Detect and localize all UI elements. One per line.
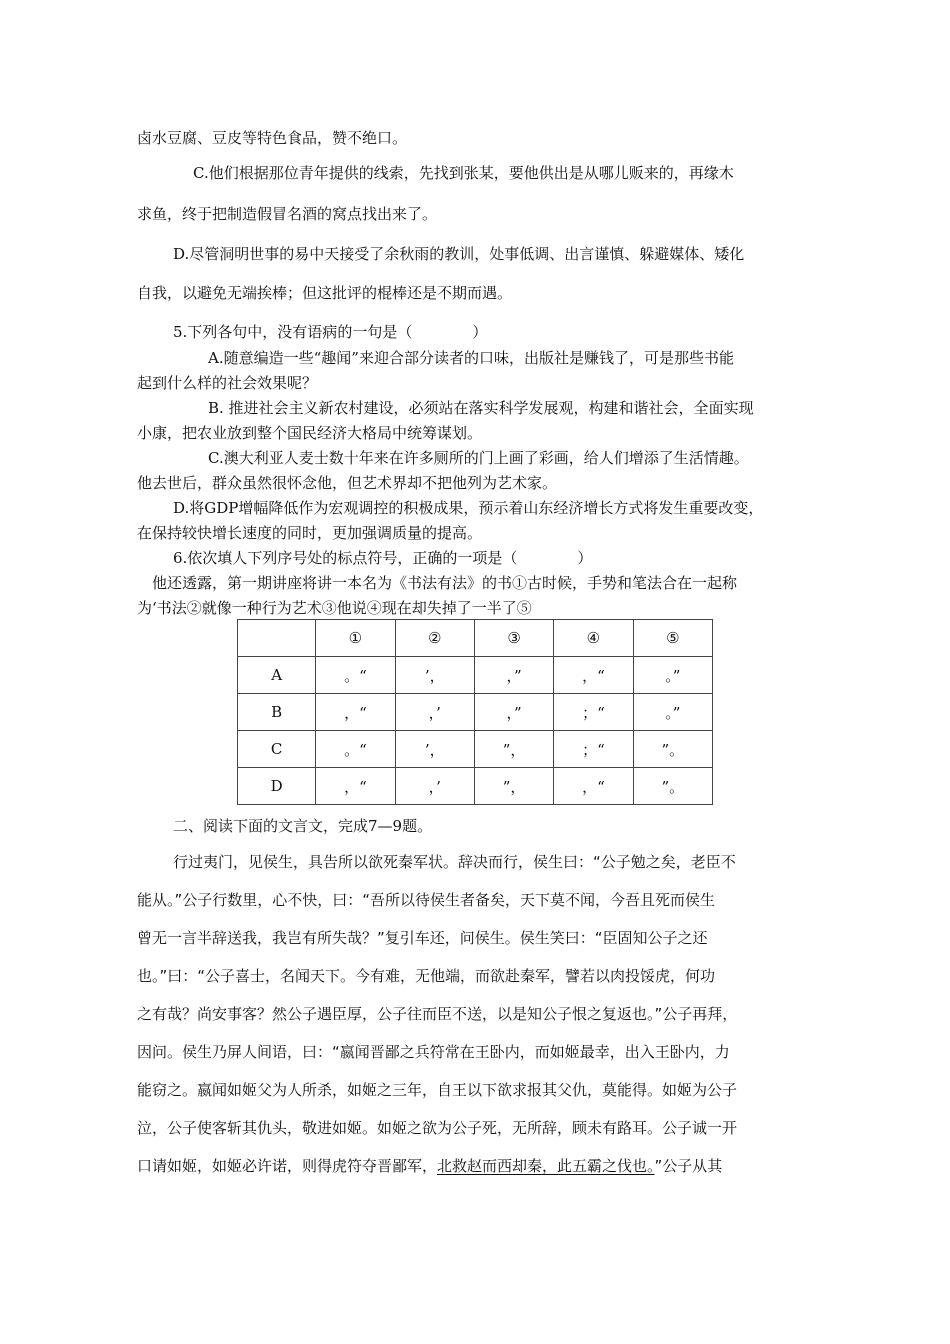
table-cell: ① [316,620,395,657]
table-row [238,768,713,805]
passage-line-6: 因问。侯生乃屏人间语，曰：“嬴闻晋鄙之兵符常在王卧内，而如姬最幸，出入王卧内，力 [137,1043,730,1061]
underlined-sentence: 北救赵而西却秦，此五霸之伐也。 [437,1157,655,1175]
passage-line-9-start: 口请如姬，如姬必许诺，则得虎符夺晋鄙军， [137,1157,438,1175]
table-cell: ；“ [554,731,633,768]
table-cell: B [238,694,316,731]
q4-option-d-line1: D.尽管洞明世事的易中天接受了余秋雨的教训，处事低调、出言谨慎、躲避媒体、矮化 [173,245,745,263]
table-cell: ’， [395,657,474,694]
q5-stem: 5.下列各句中，没有语病的一句是（ ） [173,323,488,341]
table-cell: ”。 [633,768,712,805]
q4-option-c-line2: 求鱼，终于把制造假冒名酒的窝点找出来了。 [137,205,438,223]
table-row [238,657,713,694]
q5-option-a-line1: A.随意编造一些“趣闻”来迎合部分读者的口味，出版社是赚钱了，可是那些书能 [208,349,734,367]
table-cell: D [238,768,316,805]
q5-option-d-line1: D.将GDP增幅降低作为宏观调控的积极成果，预示着山东经济增长方式将发生重要改变， [173,499,764,517]
table-row [238,731,713,768]
passage-line-1: 行过夷门，见侯生，具告所以欲死秦军状。辞决而行，侯生曰：“公子勉之矣，老臣不 [173,853,736,871]
q6-passage-line1: 他还透露，第一期讲座将讲一本名为《书法有法》的书①古时候，手势和笔法合在一起称 [152,574,738,592]
q6-stem: 6.依次填人下列序号处的标点符号，正确的一项是（ ） [173,549,593,567]
table-cell: 。“ [316,731,395,768]
table-cell: ④ [554,620,633,657]
table-cell: 。“ [316,657,395,694]
passage-line-5: 之有哉？尚安事客？然公子遇臣厚，公子往而臣不送，以是知公子恨之复返也。”公子再拜， [137,1005,738,1023]
table-cell: A [238,657,316,694]
table-row [238,694,713,731]
passage-line-9 [137,1156,722,1176]
table-cell: ② [395,620,474,657]
table-cell: ，’ [395,694,474,731]
table-cell: ，“ [316,768,395,805]
q5-option-d-line2: 在保持较快增长速度的同时，更加强调质量的提高。 [137,524,483,542]
q5-option-b-line2: 小康，把农业放到整个国民经济大格局中统筹谋划。 [137,424,483,442]
passage-line-9-end: ”公子从其 [654,1157,723,1175]
table-cell: ；“ [554,694,633,731]
table-cell [238,620,316,657]
section2-heading: 二、阅读下面的文言文，完成7—9题。 [173,817,433,835]
passage-line-3: 曾无一言半辞送我，我岂有所失哉？”复引车还，问侯生。侯生笑曰：“臣固知公子之还 [137,929,708,947]
table-cell: ③ [474,620,553,657]
table-cell: ”， [474,731,553,768]
q4-option-c-line1: C.他们根据那位青年提供的线索，先找到张某，要他供出是从哪儿贩来的，再缘木 [193,164,734,182]
passage-line-4: 也。”曰：“公子喜士，名闻天下。今有难，无他端，而欲赴秦军，譬若以肉投馁虎，何功 [137,967,716,985]
table-cell: ⑤ [633,620,712,657]
table-cell: C [238,731,316,768]
table-cell: 。” [633,657,712,694]
passage-line-2: 能从。”公子行数里，心不快，曰：“吾所以待侯生者备矣，天下莫不闻，今吾且死而侯生 [137,891,716,909]
table-header-row [238,620,713,657]
passage-line-8: 泣，公子使客斩其仇头，敬进如姬。如姬之欲为公子死，无所辞，顾未有路耳。公子诚一开 [137,1119,738,1137]
table-cell: ，“ [554,657,633,694]
table-cell: ，“ [554,768,633,805]
table-cell: ，’ [395,768,474,805]
table-cell: ，” [474,694,553,731]
table-cell: 。” [633,694,712,731]
q5-option-b-line1: B. 推进社会主义新农村建设，必须站在落实科学发展观，构建和谐社会，全面实现 [208,399,754,417]
table-cell: ，” [474,657,553,694]
q6-options-table [237,619,713,805]
table-cell: ，“ [316,694,395,731]
q5-option-c-line1: C.澳大利亚人麦士数十年来在许多厕所的门上画了彩画，给人们增添了生活情趣。 [208,449,749,467]
table-cell: ’， [395,731,474,768]
q6-passage-line2: 为‘书法②就像一种行为艺术③他说④现在却失掉了一半了⑤ [137,599,532,617]
q5-option-a-line2: 起到什么样的社会效果呢？ [137,374,318,392]
passage-line-7: 能窃之。嬴闻如姬父为人所杀，如姬之三年，自王以下欲求报其父仇，莫能得。如姬为公子 [137,1081,738,1099]
table-cell: ”。 [633,731,712,768]
prev-question-line: 卤水豆腐、豆皮等特色食品，赞不绝口。 [137,129,408,147]
q5-option-c-line2: 他去世后，群众虽然很怀念他，但艺术界却不把他列为艺术家。 [137,474,558,492]
q4-option-d-line2: 自我，以避免无端挨棒；但这批评的棍棒还是不期而遇。 [137,284,513,302]
table-cell: ”， [474,768,553,805]
